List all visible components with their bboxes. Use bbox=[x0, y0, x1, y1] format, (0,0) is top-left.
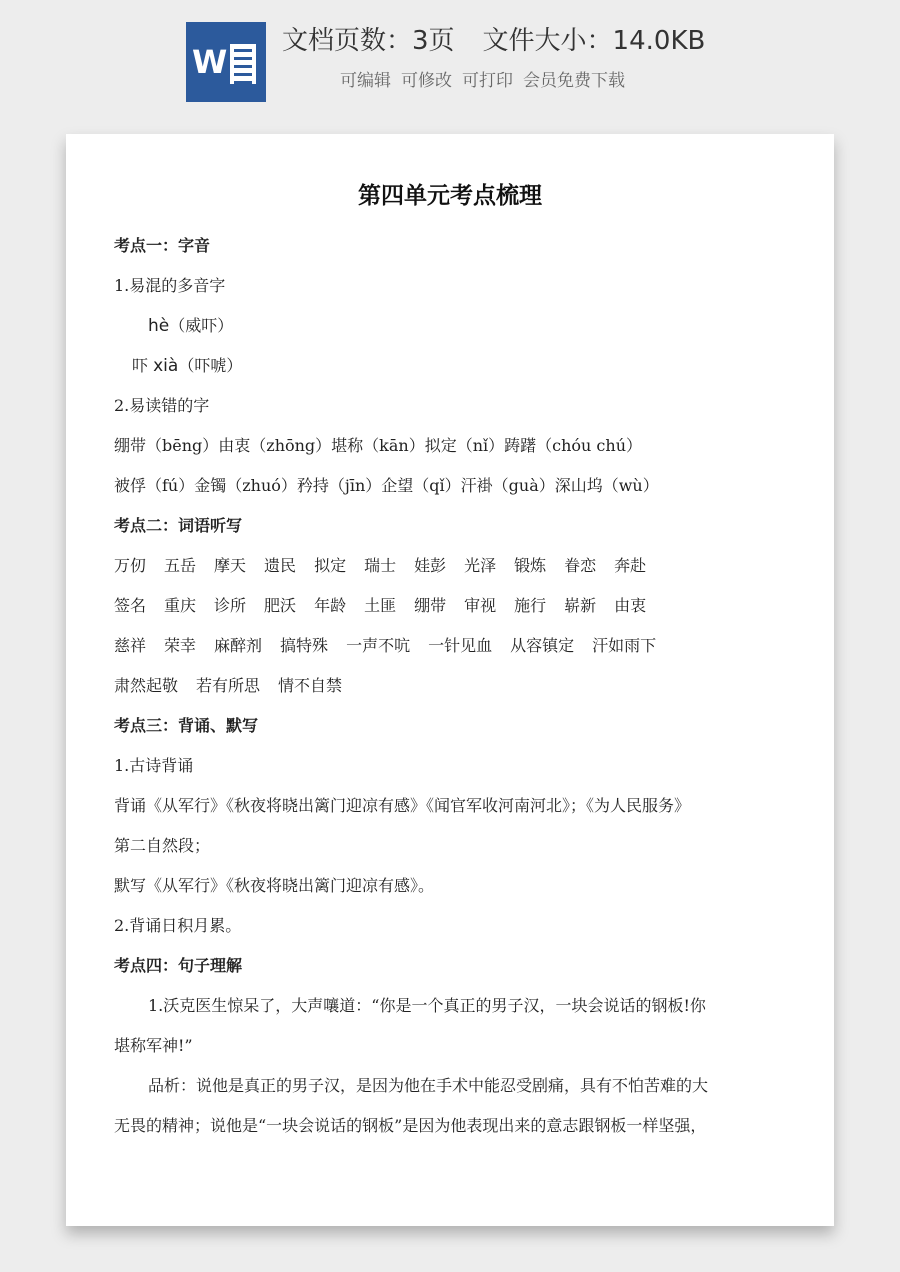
word-icon-letter: W bbox=[192, 43, 228, 81]
word: 年龄 bbox=[314, 596, 347, 615]
word-row bbox=[114, 626, 786, 666]
word: 崭新 bbox=[564, 596, 597, 615]
document-meta bbox=[282, 20, 705, 57]
section-heading: 考点三：背诵、默写 bbox=[114, 716, 259, 735]
word: 签名 bbox=[114, 596, 147, 615]
word: 瑞士 bbox=[364, 556, 397, 575]
list-item: 1.易混的多音字 bbox=[114, 276, 226, 295]
word-row bbox=[114, 586, 786, 626]
word: 情不自禁 bbox=[278, 676, 343, 695]
section-heading: 考点一：字音 bbox=[114, 236, 211, 255]
word: 若有所思 bbox=[196, 676, 261, 695]
word: 肃然起敬 bbox=[114, 676, 179, 695]
word: 土匪 bbox=[364, 596, 397, 615]
list-item: 2.背诵日积月累。 bbox=[114, 916, 242, 935]
feature-editable: 可编辑 bbox=[340, 71, 391, 91]
pinyin: xià bbox=[153, 356, 179, 376]
word: 万仞 bbox=[114, 556, 147, 575]
word: 一声不吭 bbox=[346, 636, 411, 655]
word: 肥沃 bbox=[264, 596, 297, 615]
word-row bbox=[114, 666, 786, 706]
word: 奔赴 bbox=[614, 556, 647, 575]
example-word: （威吓） bbox=[169, 316, 234, 335]
paragraph-line: 1.沃克医生惊呆了，大声嚷道：“你是一个真正的男子汉，一块会说话的钢板!你 bbox=[148, 996, 706, 1015]
word-icon-lines bbox=[230, 44, 256, 84]
word: 眷恋 bbox=[564, 556, 597, 575]
pronunciation-row: 被俘（fú）金镯（zhuó）矜持（jīn）企望（qǐ）汗褂（guà）深山坞（wù） bbox=[114, 476, 659, 495]
text-line: 背诵《从军行》《秋夜将晓出篱门迎凉有感》《闻官军收河南河北》；《为人民服务》 bbox=[114, 796, 691, 815]
paragraph-line: 品析：说他是真正的男子汉，是因为他在手术中能忍受剧痛，具有不怕苦难的大 bbox=[148, 1076, 709, 1095]
example-word: （吓唬） bbox=[178, 356, 243, 375]
word: 光泽 bbox=[464, 556, 497, 575]
word: 五岳 bbox=[164, 556, 197, 575]
word: 审视 bbox=[464, 596, 497, 615]
word: 由衷 bbox=[614, 596, 647, 615]
paragraph-line: 无畏的精神；说他是“一块会说话的钢板”是因为他表现出来的意志跟钢板一样坚强， bbox=[114, 1116, 707, 1135]
polyphone-line bbox=[114, 346, 786, 386]
list-item: 2.易读错的字 bbox=[114, 396, 210, 415]
word: 汗如雨下 bbox=[592, 636, 657, 655]
list-item: 1.古诗背诵 bbox=[114, 756, 194, 775]
feature-member-download: 会员免费下载 bbox=[523, 71, 625, 91]
word: 一针见血 bbox=[428, 636, 493, 655]
polyphone-char: 吓 bbox=[132, 356, 149, 375]
file-size: 文件大小：14.0KB bbox=[482, 26, 706, 56]
feature-printable: 可打印 bbox=[462, 71, 513, 91]
polyphone-line bbox=[114, 306, 786, 346]
section-heading: 考点四：句子理解 bbox=[114, 956, 243, 975]
text-line: 默写《从军行》《秋夜将晓出篱门迎凉有感》。 bbox=[114, 876, 435, 895]
paragraph-line: 堪称军神!” bbox=[114, 1036, 193, 1055]
text-line: 第二自然段； bbox=[114, 836, 211, 855]
word: 绷带 bbox=[414, 596, 447, 615]
word: 施行 bbox=[514, 596, 547, 615]
word-document-icon bbox=[186, 22, 266, 102]
word: 慈祥 bbox=[114, 636, 147, 655]
word: 锻炼 bbox=[514, 556, 547, 575]
word: 搞特殊 bbox=[280, 636, 329, 655]
pinyin: hè bbox=[148, 316, 170, 336]
page-count: 文档页数：3页 bbox=[282, 26, 455, 56]
word: 荣幸 bbox=[164, 636, 197, 655]
document-page bbox=[66, 134, 834, 1226]
word: 诊所 bbox=[214, 596, 247, 615]
word: 摩天 bbox=[214, 556, 247, 575]
word: 遗民 bbox=[264, 556, 297, 575]
word: 麻醉剂 bbox=[214, 636, 263, 655]
document-title: 第四单元考点梳理 bbox=[358, 183, 542, 209]
document-content bbox=[114, 178, 786, 1146]
word-row bbox=[114, 546, 786, 586]
document-info-header bbox=[0, 0, 900, 120]
word: 从容镇定 bbox=[510, 636, 575, 655]
feature-modifiable: 可修改 bbox=[401, 71, 452, 91]
word: 重庆 bbox=[164, 596, 197, 615]
feature-list bbox=[340, 66, 625, 91]
pronunciation-row: 绷带（bēng）由衷（zhōng）堪称（kān）拟定（nǐ）踌躇（chóu chú） bbox=[114, 436, 642, 455]
section-heading: 考点二：词语听写 bbox=[114, 516, 243, 535]
word: 拟定 bbox=[314, 556, 347, 575]
word: 娃彭 bbox=[414, 556, 447, 575]
